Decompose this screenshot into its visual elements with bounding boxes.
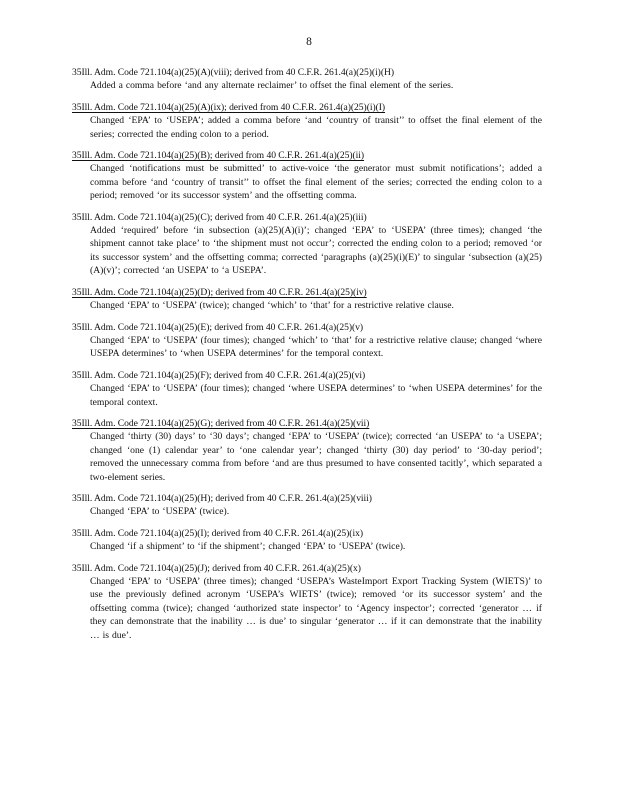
- entry-citation: 35Ill. Adm. Code 721.104(a)(25)(G); derived from 40 C.F.R. 261.4(a)(25)(vii): [72, 417, 370, 429]
- entry-citation: 35Ill. Adm. Code 721.104(a)(25)(H); derived from 40 C.F.R. 261.4(a)(25)(viii): [72, 492, 372, 504]
- entry: [72, 321, 542, 361]
- entry-citation: 35Ill. Adm. Code 721.104(a)(25)(J); derived from 40 C.F.R. 261.4(a)(25)(x): [72, 562, 361, 574]
- entry-description: Changed ‘thirty (30) days’ to ‘30 days’; changed ‘EPA’ to ‘USEPA’ (twice); corrected ‘an USEPA’ to ‘a USEPA’; changed ‘one (1) calendar year’ to ‘one calendar year’; changed ‘thirty (30) day period’ to ‘30-day period’; removed the unnecessary comma from before ‘and are thus presumed to have consented tacitly’, which separated a two-element series.: [90, 431, 542, 483]
- entry: [72, 562, 542, 642]
- entry-description: Changed ‘EPA’ to ‘USEPA’ (twice); changed ‘which’ to ‘that’ for a restrictive relative clause.: [90, 300, 454, 312]
- entry-description: Changed ‘EPA’ to ‘USEPA’; added a comma before ‘and ‘country of transit’’ to offset the final element of the series; corrected the ending colon to a period.: [90, 115, 542, 140]
- entry: [72, 286, 542, 313]
- entry-citation: 35Ill. Adm. Code 721.104(a)(25)(F); derived from 40 C.F.R. 261.4(a)(25)(vi): [72, 369, 366, 381]
- entry: [72, 527, 542, 554]
- entry-description: Changed ‘EPA’ to ‘USEPA’ (four times); changed ‘where USEPA determines’ to ‘when USEPA determines’ for the temporal context.: [90, 383, 542, 408]
- entry-description: Changed ‘notifications must be submitted’ to active-voice ‘the generator must submit notifications’; added a comma before ‘and ‘country of transit’’ to offset the final element of the series; corrected the ending colon to a period; removed ‘or its successor system’ and the offsetting comma.: [90, 163, 542, 202]
- entry: [72, 417, 542, 484]
- entry: [72, 149, 542, 203]
- entry-citation: 35Ill. Adm. Code 721.104(a)(25)(I); derived from 40 C.F.R. 261.4(a)(25)(ix): [72, 527, 363, 539]
- entry: [72, 492, 542, 519]
- entry-description: Added ‘required’ before ‘in subsection (a)(25)(A)(i)’; changed ‘EPA’ to ‘USEPA’ (three times); changed ‘the shipment cannot take place’ to ‘the shipment must not occur’; corrected the ending colon to a period; removed ‘or its successor system’ and the offsetting comma; corrected ‘paragraphs (a)(25)(i)(E)’ to singular ‘subsection (a)(25)(A)(v)’; corrected ‘an USEPA’ to ‘a USEPA’.: [90, 225, 542, 277]
- entry-list: [72, 66, 542, 650]
- page-number: 8: [306, 36, 312, 48]
- entry-citation: 35Ill. Adm. Code 721.104(a)(25)(A)(viii); derived from 40 C.F.R. 261.4(a)(25)(i)(H): [72, 67, 395, 78]
- entry: [72, 369, 542, 409]
- entry: [72, 211, 542, 278]
- entry-description: Changed ‘EPA’ to ‘USEPA’ (four times); changed ‘which’ to ‘that’ for a restrictive relative clause; changed ‘where USEPA determines’ to ‘when USEPA determines’ for the temporal context.: [90, 334, 542, 360]
- entry-citation: 35Ill. Adm. Code 721.104(a)(25)(D); derived from 40 C.F.R. 261.4(a)(25)(iv): [72, 286, 367, 298]
- entry-citation: 35Ill. Adm. Code 721.104(a)(25)(C); derived from 40 C.F.R. 261.4(a)(25)(iii): [72, 211, 367, 223]
- entry-citation: 35Ill. Adm. Code 721.104(a)(25)(B); derived from 40 C.F.R. 261.4(a)(25)(ii): [72, 150, 365, 162]
- entry-citation: 35Ill. Adm. Code 721.104(a)(25)(E); derived from 40 C.F.R. 261.4(a)(25)(v): [72, 321, 364, 333]
- entry: [72, 66, 542, 93]
- entry-description: Changed ‘EPA’ to ‘USEPA’ (twice).: [90, 506, 230, 518]
- entry-citation: 35Ill. Adm. Code 721.104(a)(25)(A)(ix); derived from 40 C.F.R. 261.4(a)(25)(i)(I): [72, 101, 386, 113]
- entry-description: Changed ‘EPA’ to ‘USEPA’ (three times); changed ‘USEPA’s WasteImport Export Tracking System (WIETS)’ to use the previously defined acronym ‘USEPA’s WIETS’ (twice); removed ‘or its successor system’ and the offsetting comma (twice); changed ‘authorized state inspector’ to ‘Agency inspector’; corrected ‘generator … if they can demonstrate that the inability … is due’ to singular ‘generator … if it can demonstrate that the inability … is due’.: [90, 576, 542, 641]
- entry: [72, 101, 542, 141]
- entry-description: Changed ‘if a shipment’ to ‘if the shipment’; changed ‘EPA’ to ‘USEPA’ (twice).: [90, 541, 406, 553]
- entry-description: Added a comma before ‘and any alternate reclaimer’ to offset the final element of the series.: [90, 80, 454, 92]
